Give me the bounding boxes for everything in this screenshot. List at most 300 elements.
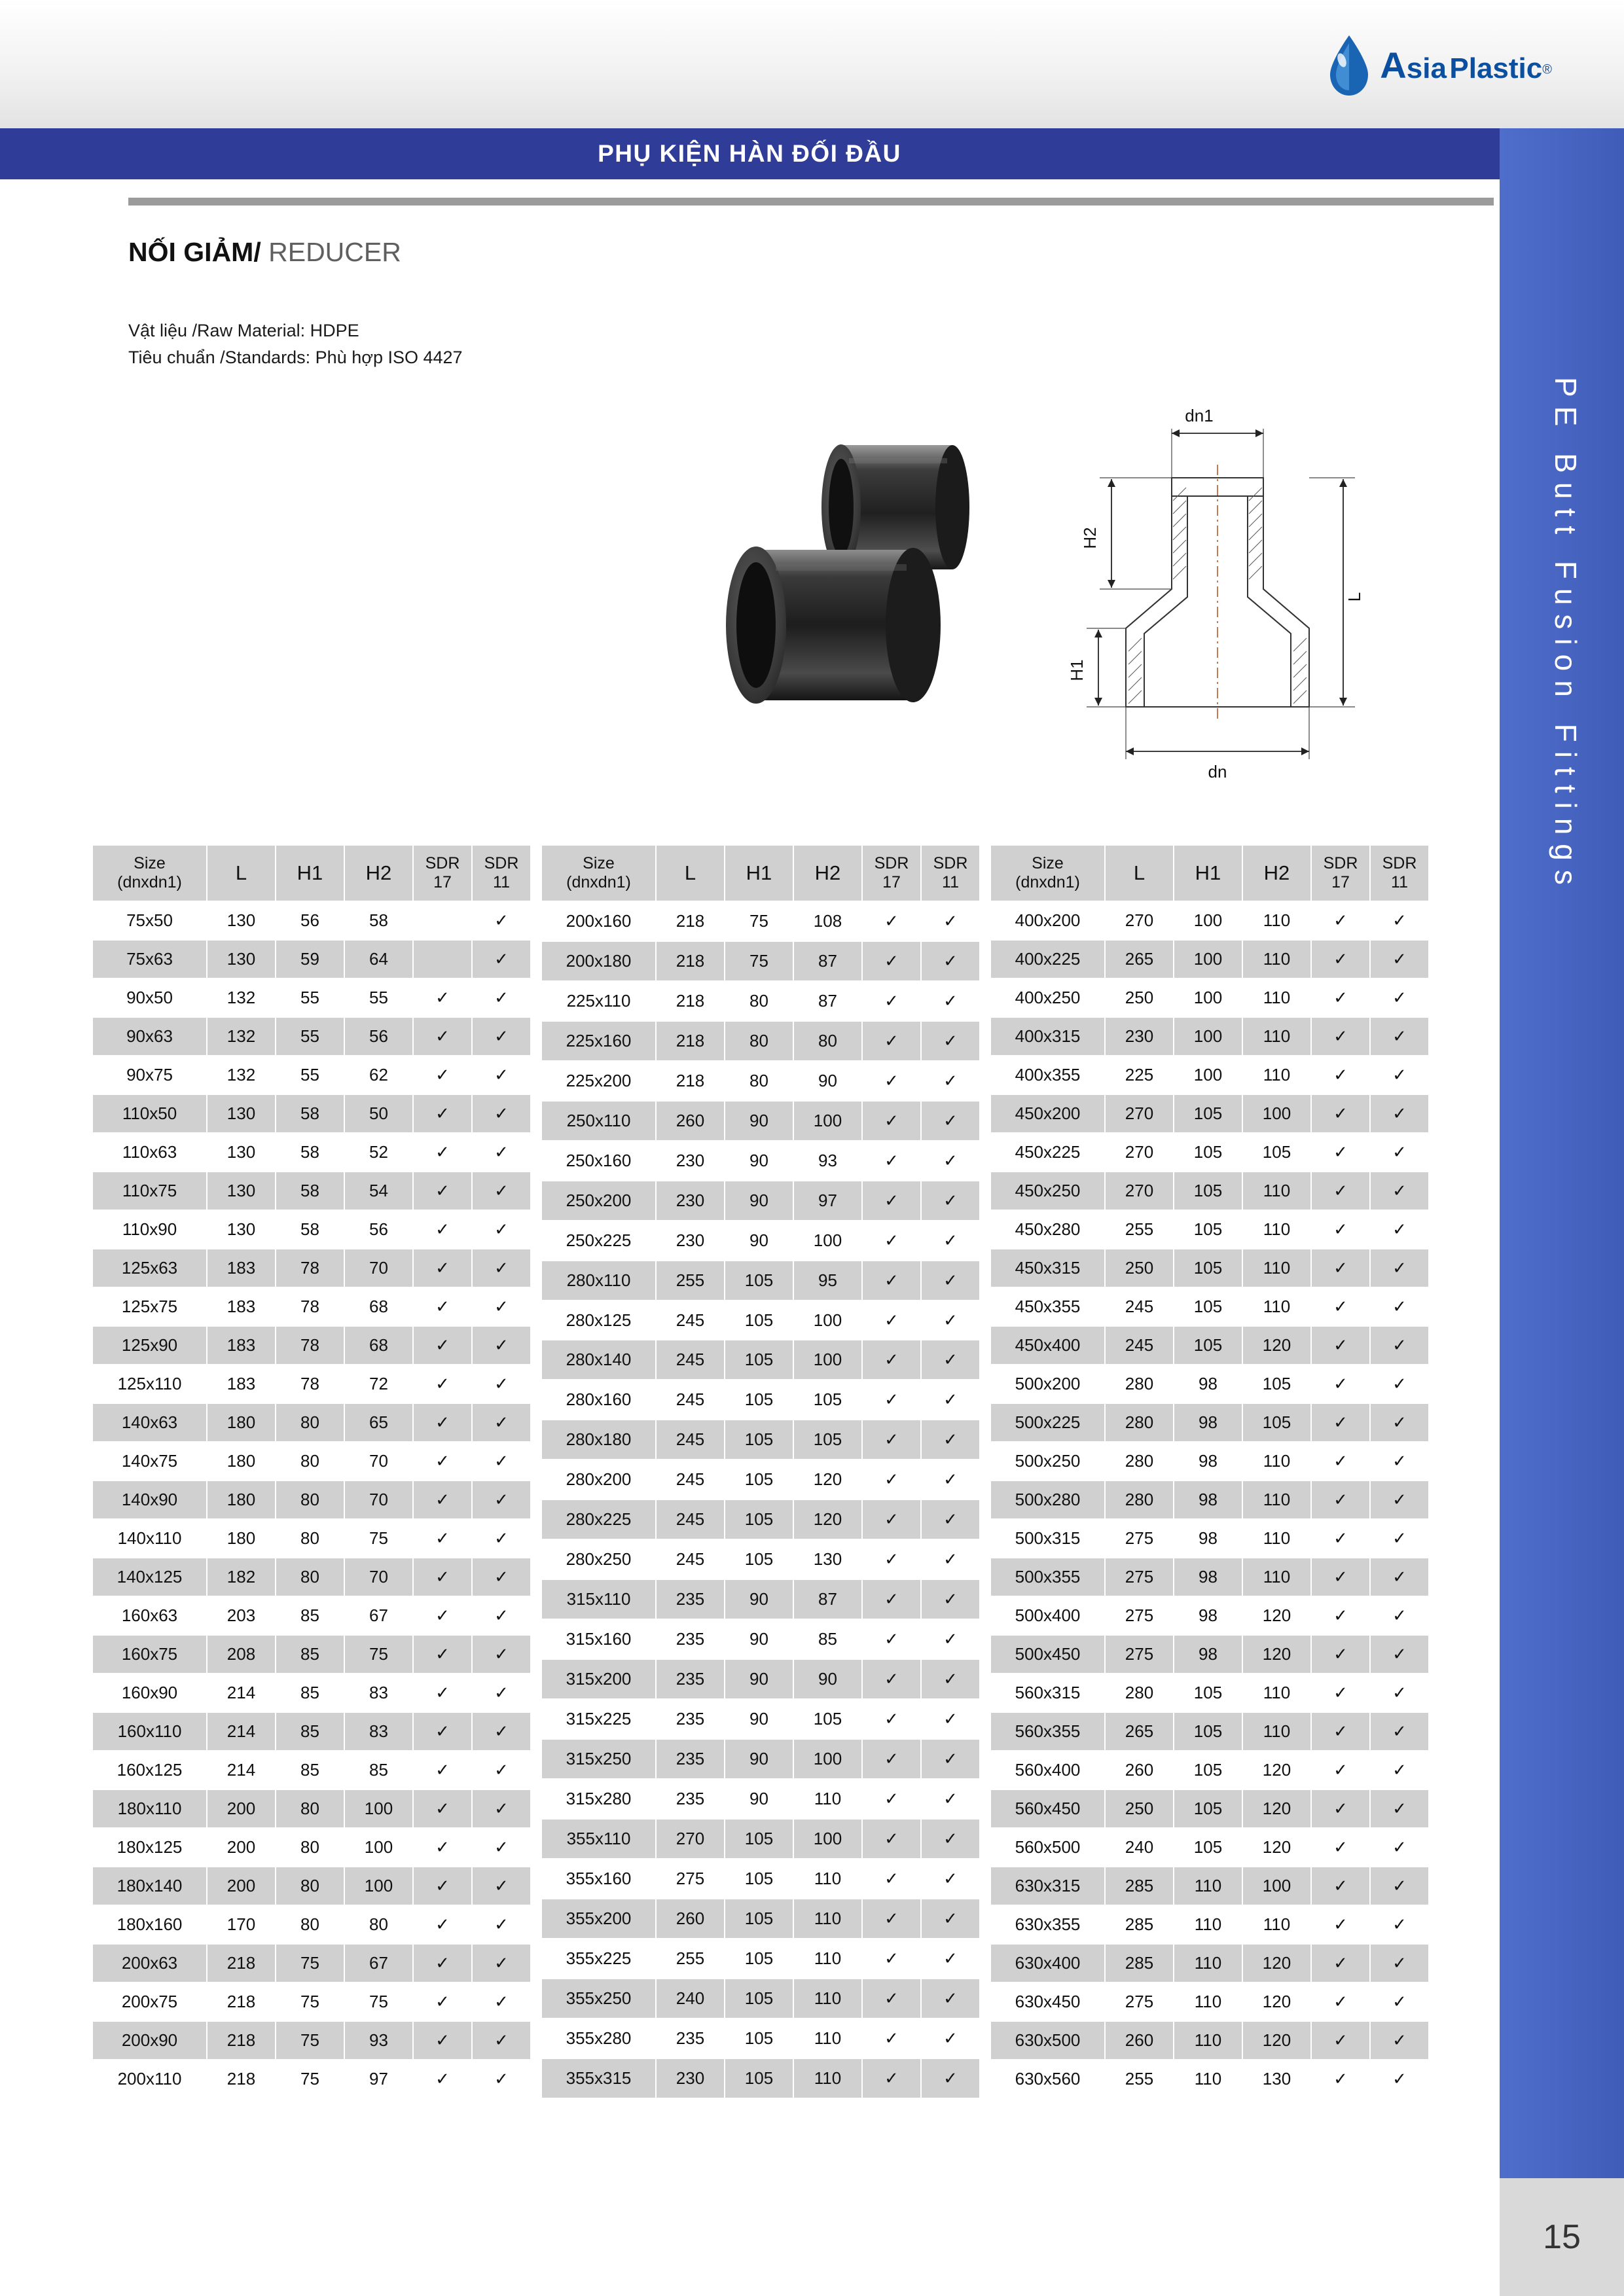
cell-size: 200x90 [92,2021,207,2060]
cell-l: 225 [1105,1056,1174,1094]
cell-h2: 105 [1242,1133,1311,1172]
cell-sdr11: ✓ [1370,1867,1429,1905]
cell-h1: 75 [276,1944,344,1982]
table-row [92,1210,531,1249]
cell-h2: 75 [344,1519,413,1558]
logo-word-sia: sia [1406,52,1447,84]
cell-h2: 80 [793,1021,862,1061]
table-row [541,1420,980,1460]
cell-l: 270 [656,1819,725,1859]
cell-l: 260 [656,1899,725,1939]
table-row [92,1751,531,1789]
cell-sdr17: ✓ [1311,1905,1370,1944]
cell-l: 208 [207,1635,276,1674]
cell-h2: 110 [1242,1558,1311,1596]
cell-h1: 105 [725,1420,793,1460]
cell-l: 285 [1105,1905,1174,1944]
table-row [541,1579,980,1619]
table-row [541,1859,980,1899]
cell-l: 280 [1105,1365,1174,1403]
cell-h1: 110 [1174,2060,1242,2098]
table-row [92,1944,531,1982]
cell-sdr11: ✓ [1370,1094,1429,1133]
raw-material-line: Vật liệu /Raw Material: HDPE [128,321,359,340]
cell-h2: 120 [793,1499,862,1539]
cell-sdr11: ✓ [921,1499,980,1539]
cell-sdr17: ✓ [862,2018,921,2058]
cell-sdr11: ✓ [1370,1210,1429,1249]
cell-size: 280x225 [541,1499,656,1539]
cell-sdr17: ✓ [1311,1635,1370,1674]
col-header-h1: H1 [276,845,344,901]
cell-h2: 110 [793,2018,862,2058]
cell-sdr17: ✓ [862,1380,921,1420]
cell-sdr11: ✓ [921,1979,980,2018]
cell-sdr17: ✓ [862,1979,921,2018]
cell-h2: 110 [1242,1712,1311,1751]
cell-h1: 55 [276,1056,344,1094]
cell-h1: 105 [725,1340,793,1380]
cell-sdr17: ✓ [413,1944,472,1982]
cell-h2: 83 [344,1674,413,1712]
cell-sdr17: ✓ [413,1674,472,1712]
cell-l: 240 [1105,1828,1174,1867]
cell-sdr17: ✓ [413,1905,472,1944]
cell-size: 315x110 [541,1579,656,1619]
cell-size: 315x200 [541,1659,656,1699]
cell-h2: 110 [1242,940,1311,978]
cell-h1: 90 [725,1101,793,1141]
cell-l: 130 [207,940,276,978]
cell-size: 400x200 [990,901,1105,940]
cell-l: 218 [207,1982,276,2021]
cell-sdr17: ✓ [862,1939,921,1979]
cell-l: 200 [207,1867,276,1905]
table-row [990,1017,1429,1056]
cell-h1: 78 [276,1326,344,1365]
table-row [990,1867,1429,1905]
cell-size: 450x355 [990,1287,1105,1326]
cell-sdr11: ✓ [1370,940,1429,978]
cell-h2: 54 [344,1172,413,1210]
cell-sdr17: ✓ [862,1619,921,1659]
table-row [541,1380,980,1420]
drawing-label-dn: dn [1208,762,1227,781]
cell-sdr11: ✓ [472,1017,531,1056]
cell-h2: 70 [344,1442,413,1480]
cell-size: 280x110 [541,1261,656,1300]
cell-sdr11: ✓ [1370,1635,1429,1674]
cell-h1: 98 [1174,1519,1242,1558]
cell-h2: 120 [1242,1635,1311,1674]
cell-h2: 110 [1242,1287,1311,1326]
cell-sdr11: ✓ [472,1133,531,1172]
cell-sdr17: ✓ [1311,901,1370,940]
table-row [541,1659,980,1699]
drawing-label-L: L [1344,592,1364,602]
cell-sdr11: ✓ [472,1480,531,1519]
table-row [541,1979,980,2018]
cell-h1: 100 [1174,1056,1242,1094]
cell-sdr11: ✓ [1370,901,1429,940]
cell-sdr17: ✓ [413,1210,472,1249]
cell-h2: 110 [1242,1442,1311,1480]
cell-l: 130 [207,1094,276,1133]
cell-sdr11: ✓ [921,1659,980,1699]
cell-sdr17: ✓ [1311,1519,1370,1558]
cell-h2: 56 [344,1017,413,1056]
cell-sdr17: ✓ [413,1133,472,1172]
cell-h1: 80 [276,1867,344,1905]
cell-h1: 110 [1174,1905,1242,1944]
cell-l: 200 [207,1789,276,1828]
cell-h1: 105 [1174,1828,1242,1867]
cell-sdr11: ✓ [921,1539,980,1579]
cell-sdr17: ✓ [862,1499,921,1539]
table-row [990,1133,1429,1172]
cell-size: 560x450 [990,1789,1105,1828]
cell-h1: 105 [725,1261,793,1300]
table-row [990,1210,1429,1249]
table-row [541,1899,980,1939]
cell-sdr17: ✓ [1311,1596,1370,1635]
cell-sdr17: ✓ [862,1300,921,1340]
cell-h1: 105 [1174,1133,1242,1172]
cell-sdr17: ✓ [413,1094,472,1133]
cell-sdr17: ✓ [413,1867,472,1905]
cell-l: 280 [1105,1674,1174,1712]
cell-l: 245 [656,1460,725,1499]
col-header-size: Size (dnxdn1) [541,845,656,901]
cell-sdr11: ✓ [1370,2060,1429,2098]
cell-h1: 98 [1174,1480,1242,1519]
cell-l: 218 [656,981,725,1021]
table-row [990,1172,1429,1210]
cell-sdr11: ✓ [921,1300,980,1340]
cell-size: 355x225 [541,1939,656,1979]
cell-h2: 110 [1242,1172,1311,1210]
cell-sdr11: ✓ [1370,1172,1429,1210]
cell-sdr11: ✓ [1370,1674,1429,1712]
cell-sdr17: ✓ [862,1340,921,1380]
cell-sdr11: ✓ [921,1101,980,1141]
table-1 [92,844,532,2099]
cell-sdr17: ✓ [1311,1017,1370,1056]
cell-h2: 68 [344,1326,413,1365]
table-row [990,901,1429,940]
cell-l: 235 [656,1699,725,1739]
cell-size: 500x280 [990,1480,1105,1519]
cell-h1: 98 [1174,1596,1242,1635]
cell-sdr11: ✓ [1370,1365,1429,1403]
cell-sdr17: ✓ [413,1635,472,1674]
cell-h1: 105 [725,1380,793,1420]
cell-size: 560x500 [990,1828,1105,1867]
drawing-label-H1: H1 [1067,659,1087,681]
table-row [541,1539,980,1579]
cell-sdr17: ✓ [413,1789,472,1828]
cell-sdr11: ✓ [472,1249,531,1287]
cell-sdr17: ✓ [862,1659,921,1699]
cell-size: 315x225 [541,1699,656,1739]
cell-l: 130 [207,1172,276,1210]
cell-h2: 70 [344,1480,413,1519]
table-header-row [990,845,1429,901]
cell-h1: 105 [1174,1249,1242,1287]
cell-size: 315x280 [541,1779,656,1819]
cell-l: 180 [207,1480,276,1519]
cell-sdr17: ✓ [1311,1712,1370,1751]
cell-l: 235 [656,1659,725,1699]
cell-size: 400x315 [990,1017,1105,1056]
cell-h1: 105 [725,1939,793,1979]
cell-h2: 100 [793,1739,862,1779]
product-meta [128,317,463,370]
cell-sdr17: ✓ [1311,1326,1370,1365]
table-row [92,1712,531,1751]
cell-h1: 98 [1174,1635,1242,1674]
table-row [92,1172,531,1210]
cell-l: 245 [656,1300,725,1340]
cell-l: 180 [207,1403,276,1442]
cell-h1: 75 [276,2060,344,2098]
cell-h1: 55 [276,978,344,1017]
cell-h1: 75 [276,2021,344,2060]
cell-h2: 65 [344,1403,413,1442]
cell-sdr17: ✓ [862,1579,921,1619]
cell-h2: 120 [1242,1944,1311,1982]
cell-h2: 110 [793,1939,862,1979]
cell-h1: 105 [725,1499,793,1539]
cell-h1: 105 [725,1979,793,2018]
cell-h2: 95 [793,1261,862,1300]
cell-sdr11: ✓ [472,1596,531,1635]
cell-sdr11: ✓ [472,1210,531,1249]
logo-word-plastic: Plastic [1449,52,1543,84]
cell-l: 255 [1105,2060,1174,2098]
cell-sdr17: ✓ [1311,2060,1370,2098]
cell-size: 110x63 [92,1133,207,1172]
cell-sdr11: ✓ [1370,1751,1429,1789]
cell-h1: 85 [276,1674,344,1712]
cell-l: 218 [207,2060,276,2098]
table-row [92,1056,531,1094]
cell-sdr17: ✓ [862,1859,921,1899]
col-header-sdr17: SDR 17 [413,845,472,901]
cell-l: 214 [207,1712,276,1751]
cell-sdr17: ✓ [1311,1056,1370,1094]
cell-h1: 105 [1174,1172,1242,1210]
cell-l: 235 [656,2018,725,2058]
cell-sdr11: ✓ [921,2058,980,2098]
cell-sdr11: ✓ [472,1982,531,2021]
cell-sdr17: ✓ [413,1982,472,2021]
cell-h1: 78 [276,1365,344,1403]
cell-sdr17: ✓ [413,1442,472,1480]
cell-h1: 100 [1174,1017,1242,1056]
cell-h2: 130 [793,1539,862,1579]
cell-h1: 80 [276,1905,344,1944]
cell-sdr17: ✓ [862,1779,921,1819]
table-row [541,1699,980,1739]
cell-sdr17: ✓ [862,1021,921,1061]
cell-size: 450x200 [990,1094,1105,1133]
cell-h1: 105 [1174,1751,1242,1789]
cell-sdr11: ✓ [1370,1905,1429,1944]
cell-sdr17: ✓ [862,1699,921,1739]
cell-sdr11: ✓ [472,1789,531,1828]
col-header-l: L [656,845,725,901]
cell-sdr17: ✓ [413,1828,472,1867]
col-header-sdr11: SDR 11 [921,845,980,901]
cell-h1: 80 [725,1061,793,1101]
cell-sdr11: ✓ [472,1751,531,1789]
cell-size: 200x75 [92,1982,207,2021]
cell-size: 500x225 [990,1403,1105,1442]
cell-sdr17: ✓ [1311,1867,1370,1905]
cell-sdr17: ✓ [1311,1094,1370,1133]
cell-size: 355x280 [541,2018,656,2058]
cell-sdr17: ✓ [1311,1442,1370,1480]
cell-l: 280 [1105,1403,1174,1442]
cell-l: 218 [656,1061,725,1101]
cell-l: 275 [1105,1635,1174,1674]
cell-size: 125x110 [92,1365,207,1403]
cell-sdr11: ✓ [921,1420,980,1460]
cell-size: 75x63 [92,940,207,978]
cell-h2: 100 [1242,1094,1311,1133]
cell-size: 280x200 [541,1460,656,1499]
cell-sdr11: ✓ [472,1365,531,1403]
cell-sdr17: ✓ [1311,940,1370,978]
cell-size: 200x160 [541,901,656,941]
logo-letter-a: A [1380,45,1407,86]
cell-sdr11: ✓ [472,2060,531,2098]
table-row [541,981,980,1021]
table-row [92,978,531,1017]
cell-sdr17: ✓ [413,1017,472,1056]
cell-sdr11: ✓ [921,1779,980,1819]
cell-sdr11: ✓ [1370,1056,1429,1094]
cell-l: 132 [207,978,276,1017]
cell-sdr11: ✓ [1370,1133,1429,1172]
cell-size: 140x90 [92,1480,207,1519]
cell-l: 245 [1105,1287,1174,1326]
cell-h2: 67 [344,1944,413,1982]
cell-size: 355x315 [541,2058,656,2098]
cell-h1: 56 [276,901,344,940]
cell-h1: 55 [276,1017,344,1056]
cell-size: 630x315 [990,1867,1105,1905]
cell-l: 260 [656,1101,725,1141]
table-row [990,1558,1429,1596]
cell-sdr11: ✓ [921,1699,980,1739]
cell-sdr11: ✓ [921,1619,980,1659]
cell-size: 125x63 [92,1249,207,1287]
cell-h1: 59 [276,940,344,978]
cell-size: 630x400 [990,1944,1105,1982]
cell-sdr11: ✓ [472,1403,531,1442]
table-row [92,1635,531,1674]
cell-h2: 68 [344,1287,413,1326]
table-row [990,1249,1429,1287]
col-header-l: L [207,845,276,901]
cell-size: 140x75 [92,1442,207,1480]
table-row [541,1061,980,1101]
table-row [92,1480,531,1519]
cell-sdr17: ✓ [1311,1751,1370,1789]
cell-sdr17: ✓ [413,1056,472,1094]
table-3 [990,844,1430,2099]
cell-sdr11: ✓ [1370,2021,1429,2060]
cell-h2: 93 [344,2021,413,2060]
cell-size: 450x225 [990,1133,1105,1172]
cell-h1: 100 [1174,901,1242,940]
cell-sdr11: ✓ [921,1939,980,1979]
cell-sdr11: ✓ [1370,1596,1429,1635]
cell-h1: 90 [725,1699,793,1739]
table-row [990,1635,1429,1674]
cell-h2: 110 [1242,1249,1311,1287]
cell-l: 183 [207,1249,276,1287]
cell-h2: 55 [344,978,413,1017]
section-title-bar [0,128,1624,179]
cell-l: 250 [1105,978,1174,1017]
cell-sdr17: ✓ [862,941,921,981]
cell-size: 315x250 [541,1739,656,1779]
cell-h1: 75 [276,1982,344,2021]
cell-l: 265 [1105,1712,1174,1751]
cell-sdr17: ✓ [862,1819,921,1859]
cell-sdr17: ✓ [413,1712,472,1751]
cell-l: 230 [1105,1017,1174,1056]
cell-h1: 58 [276,1094,344,1133]
table-row [990,1751,1429,1789]
cell-h1: 90 [725,1619,793,1659]
cell-l: 260 [1105,2021,1174,2060]
cell-sdr11: ✓ [921,1061,980,1101]
cell-sdr17: ✓ [862,1101,921,1141]
cell-h1: 105 [725,1899,793,1939]
cell-sdr11: ✓ [921,1819,980,1859]
cell-l: 270 [1105,1094,1174,1133]
cell-h2: 58 [344,901,413,940]
table-row [990,1326,1429,1365]
cell-h2: 100 [793,1221,862,1261]
cell-size: 400x355 [990,1056,1105,1094]
table-row [541,1460,980,1499]
col-header-sdr17: SDR 17 [862,845,921,901]
cell-h2: 105 [793,1380,862,1420]
cell-sdr11: ✓ [472,940,531,978]
table-row [541,1261,980,1300]
cell-h1: 105 [725,1460,793,1499]
cell-h2: 100 [344,1867,413,1905]
table-row [92,1133,531,1172]
cell-l: 180 [207,1519,276,1558]
cell-size: 180x140 [92,1867,207,1905]
cell-l: 130 [207,901,276,940]
cell-size: 110x90 [92,1210,207,1249]
cell-h2: 85 [344,1751,413,1789]
table-row [541,2058,980,2098]
cell-sdr11: ✓ [472,1172,531,1210]
cell-size: 500x400 [990,1596,1105,1635]
table-row [92,1558,531,1596]
cell-size: 400x250 [990,978,1105,1017]
cell-h2: 75 [344,1982,413,2021]
cell-h2: 105 [793,1420,862,1460]
